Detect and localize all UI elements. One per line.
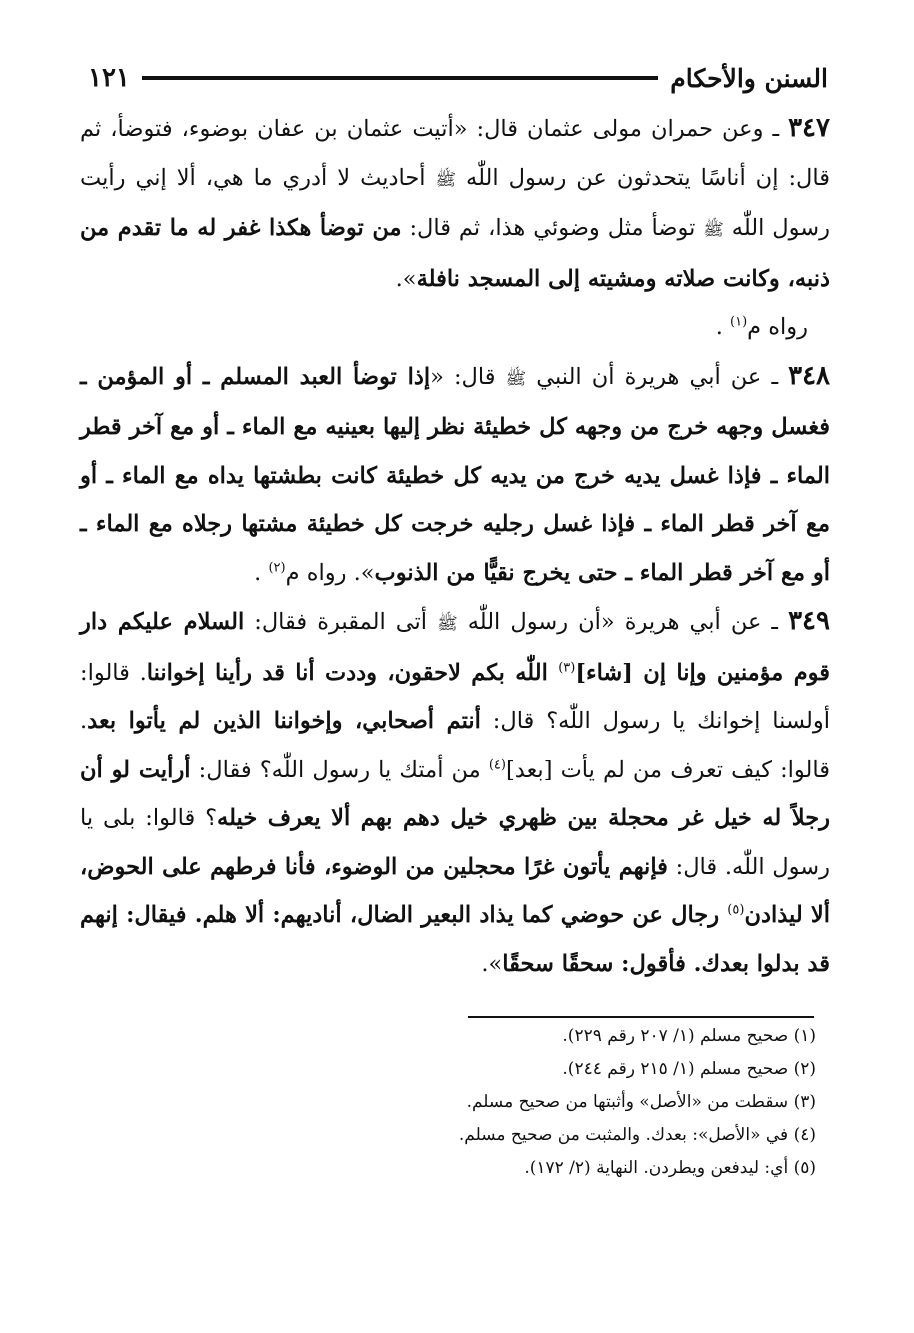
hadith-text: ». [481,950,503,977]
hadith-text: أتى المقبرة فقال: [244,609,438,635]
hadith-text: . قالوا: كيف تعرف من لم يأت [بعد] [80,708,830,783]
hadith-bold-text: فإنهم يأتون غرًا محجلين من الوضوء، فأنا فرطهم على الحوض، ألا ليذادن [80,853,830,928]
footnote-ref: (٤) [488,757,506,772]
page-header [88,58,828,98]
hadith-text: من أمتك يا رسول اللّٰه؟ فقال: [190,756,489,783]
hadith-bold-text: رجال عن حوضي كما يذاد البعير الضال، أناديهم: ألا هلم. فيقال: إنهم قد بدلوا بعدك. فأقول: سحقًا سحقًا [80,902,830,977]
hadith-text: . [254,559,269,586]
footnote-1: (١) صحيح مسلم (١/ ٢٠٧ رقم ٢٢٩). [562,1026,816,1046]
page-number: ١٢١ [88,63,130,93]
footnote-3: (٣) سقطت من «الأصل» وأثبتها من صحيح مسلم. [466,1092,816,1112]
hadith-bold-text: أرأيت لو أن رجلاً له خيل غر محجلة بين ظهري خيل دهم بهم ألا يعرف خيله [80,756,830,831]
footnote-5: (٥) أي: ليدفعن ويطردن. النهاية (٢/ ١٧٢). [524,1158,816,1178]
salla-ligature: ﷺ [505,368,527,389]
hadith-bold-text: اللّٰه بكم لاحقون، وددت أنا قد رأينا إخواننا [146,659,559,686]
hadith-bold-text: أنتم أصحابي، وإخواننا الذين لم يأتوا بعد [87,708,481,734]
source-text: . [715,314,730,340]
hadith-349 [80,597,830,988]
footnote-ref: (١) [730,314,748,330]
hadith-text: توضأ مثل وضوئي هذا، ثم قال: [401,215,704,241]
footnotes [216,1020,816,1185]
hadith-text: ». رواه م [285,559,375,586]
hadith-bold-text: من توضأ هكذا غفر له ما تقدم من ذنبه، وكانت صلاته ومشيته إلى المسجد نافلة [80,215,830,292]
footnote-ref: (٥) [727,902,745,918]
hadith-number: ٣٤٧ [788,113,830,143]
main-text [80,104,830,988]
hadith-348 [80,352,830,598]
hadith-bold-text: إذا توضأ العبد المسلم ـ أو المؤمن ـ فغسل وجهه خرج من وجهه كل خطيئة نظر إليها بعينيه مع الماء ـ أو مع آخر قطر الماء ـ فإذا غسل يديه خرج من يديه كل خطيئة كانت بطشتها يداه مع الماء ـ أو مع آخر قطر الماء ـ فإذا غسل رجليه خرجت كل خطيئة مشتها رجلاه مع الماء ـ أو مع آخر قطر الماء ـ حتى يخرج نقيًّا من الذنوب [80,363,830,586]
hadith-text: . قالوا: أولسنا إخوانك يا رسول اللّٰه؟ قال: [80,659,830,734]
running-title: السنن والأحكام [670,63,828,93]
salla-ligature: ﷺ [437,614,458,634]
hadith-number: ٣٤٩ [788,606,830,636]
hadith-text: ـ عن أبي هريرة أن النبي [526,363,789,390]
hadith-text: ـ وعن حمران مولى عثمان قال: «أتيت عثمان بن عفان بوضوء، فتوضأ، ثم قال: إن أناسًا يتحدثون عن رسول اللّٰه [80,116,830,191]
hadith-text: ؟ قالوا: بلى يا رسول اللّٰه. قال: [80,805,830,880]
hadith-347 [80,104,830,303]
footnote-4: (٤) في «الأصل»: بعدك. والمثبت من صحيح مسلم. [458,1125,816,1145]
footnote-ref: (٣) [558,660,576,675]
footnote-separator [468,1016,814,1018]
hadith-text: ـ عن أبي هريرة «أن رسول اللّٰه [457,609,789,635]
footnote-ref: (٢) [268,560,286,575]
salla-ligature: ﷺ [435,169,457,190]
hadith-text: قال: « [430,363,506,390]
hadith-source [80,303,830,352]
source-text: رواه م [747,314,808,340]
hadith-number: ٣٤٨ [788,360,831,391]
header-rule [142,76,658,80]
hadith-text: ». [395,265,417,292]
footnote-2: (٢) صحيح مسلم (١/ ٢١٥ رقم ٢٤٤). [562,1059,816,1079]
salla-ligature: ﷺ [703,220,724,240]
hadith-bold-text: السلام عليكم دار قوم مؤمنين وإنا إن [شاء] [80,609,831,686]
hadith-text: أحاديث لا أدري ما هي، ألا إني رأيت رسول اللّٰه [80,164,830,241]
